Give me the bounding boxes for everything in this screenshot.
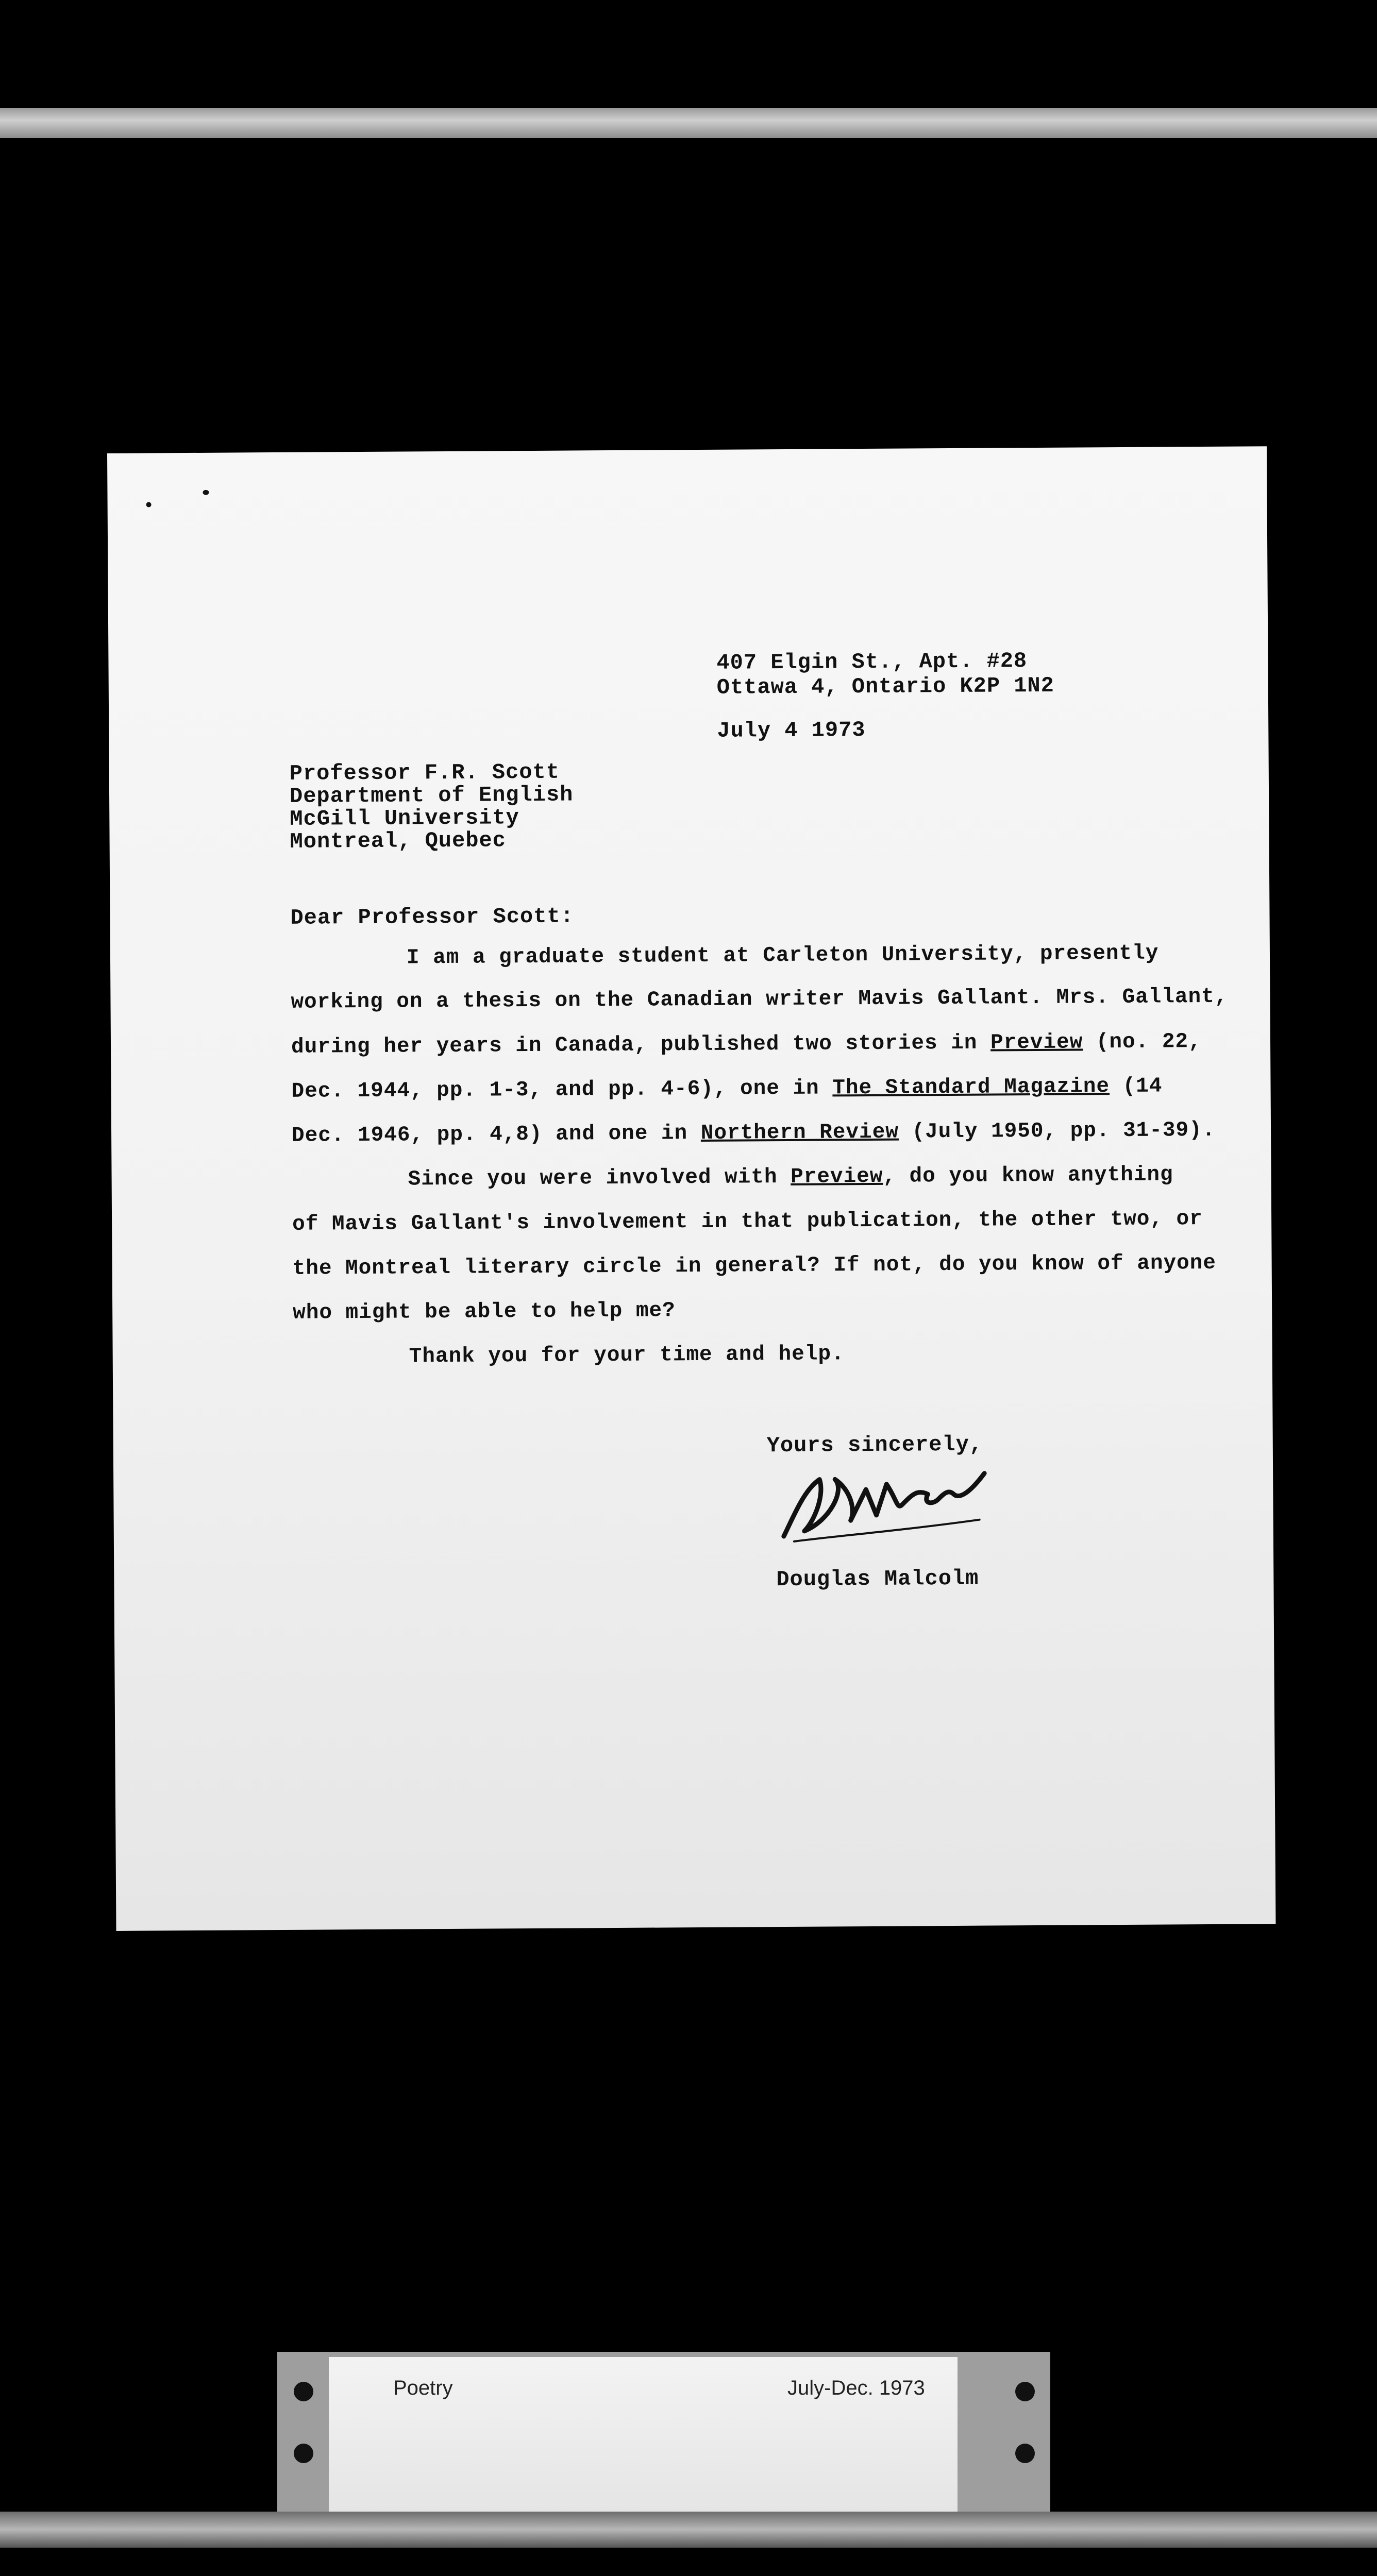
punch-hole <box>1015 2382 1035 2401</box>
body-line <box>292 1118 1216 1148</box>
punch-hole <box>294 2444 313 2463</box>
body-line: working on a thesis on the Canadian writer Mavis Gallant. Mrs. Gallant, <box>291 985 1228 1014</box>
body-line: I am a graduate student at Carleton University, presently <box>406 941 1159 970</box>
underlined-title: Northern Review <box>700 1120 899 1145</box>
body-text: Dec. 1946, pp. 4,8) and one in <box>291 1121 701 1148</box>
film-strip-bottom <box>0 2512 1377 2548</box>
dust-speck <box>146 502 152 507</box>
folder-date-range: July-Dec. 1973 <box>787 2377 925 2399</box>
body-line <box>291 1030 1202 1059</box>
body-text: Since you were involved with <box>408 1165 791 1192</box>
body-line <box>408 1163 1173 1191</box>
recipient-line: McGill University <box>290 805 519 832</box>
recipient-line: Professor F.R. Scott <box>289 759 560 786</box>
recipient-line: Department of English <box>289 782 574 809</box>
punch-hole <box>294 2382 313 2401</box>
folder-label <box>329 2357 958 2522</box>
body-line: who might be able to help me? <box>293 1299 676 1325</box>
letter-date: July 4 1973 <box>717 718 866 743</box>
handwritten-signature <box>773 1458 995 1547</box>
underlined-title: Preview <box>790 1164 883 1189</box>
body-line: Thank you for your time and help. <box>409 1342 845 1369</box>
body-text: , do you know anything <box>883 1163 1173 1189</box>
body-line <box>291 1075 1162 1104</box>
body-line: the Montreal literary circle in general? If not, do you know of anyone <box>292 1251 1217 1281</box>
body-line: of Mavis Gallant's involvement in that publication, the other two, or <box>292 1207 1203 1236</box>
underlined-title: The Standard Magazine <box>832 1075 1110 1100</box>
signer-name: Douglas Malcolm <box>776 1566 979 1592</box>
sender-address-line: Ottawa 4, Ontario K2P 1N2 <box>716 673 1055 700</box>
sender-address-line: 407 Elgin St., Apt. #28 <box>716 649 1028 675</box>
body-text: Dec. 1944, pp. 1-3, and pp. 4-6), one in <box>291 1076 833 1104</box>
punch-hole <box>1015 2444 1035 2463</box>
body-text: (July 1950, pp. 31-39). <box>898 1118 1216 1144</box>
folder-subject: Poetry <box>393 2377 453 2399</box>
recipient-line: Montreal, Quebec <box>290 828 507 854</box>
film-strip-top <box>0 108 1377 138</box>
letter-page <box>107 446 1275 1931</box>
body-text: (14 <box>1109 1074 1163 1099</box>
body-text: during her years in Canada, published two stories in <box>291 1031 991 1059</box>
body-text: (no. 22, <box>1083 1030 1202 1055</box>
underlined-title: Preview <box>990 1030 1083 1055</box>
dust-speck <box>203 490 209 495</box>
salutation: Dear Professor Scott: <box>290 904 574 930</box>
closing: Yours sincerely, <box>766 1432 983 1459</box>
folder-label-card <box>277 2352 1050 2522</box>
